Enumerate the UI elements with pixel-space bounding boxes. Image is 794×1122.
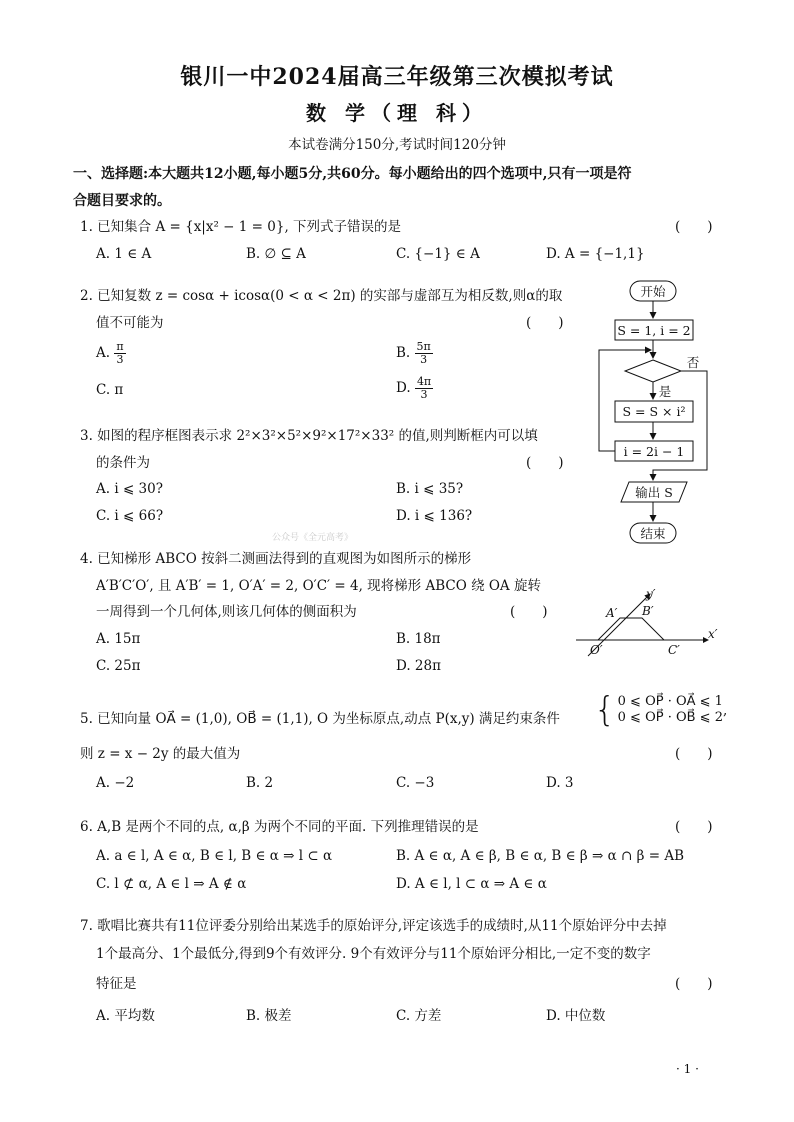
exam-info: 本试卷满分150分,考试时间120分钟 bbox=[288, 137, 506, 153]
flow-start-label: 开始 bbox=[640, 284, 666, 299]
flow-output-label: 输出 S bbox=[635, 485, 673, 500]
q2-option-b: B. $\frac{5\pi}{3}$ bbox=[396, 340, 431, 366]
q5-stem-line1: 5. 已知向量 OA⃗ = (1,0), OB⃗ = (1,1), O 为坐标原点,动点 P(x,y) 满足约束条件 bbox=[80, 711, 560, 727]
q5-option-a: A. −2 bbox=[96, 775, 135, 791]
q4-stem-line1: 4. 已知梯形 ABCO 按斜二测画法得到的直观图为如图所示的梯形 bbox=[80, 551, 472, 567]
q2-option-c: C. π bbox=[96, 382, 124, 398]
q7-stem-line2: 1个最高分、1个最低分,得到9个有效评分. 9个有效评分与11个原始评分相比,一定不变的数字 bbox=[96, 946, 651, 962]
q7-option-c: C. 方差 bbox=[396, 1008, 442, 1024]
q5-option-c: C. −3 bbox=[396, 775, 435, 791]
flow-body-label: S = S × i² bbox=[622, 404, 686, 419]
flow-no-label: 否 bbox=[686, 355, 700, 370]
q3-option-a: A. i ⩽ 30? bbox=[96, 481, 163, 497]
q7-answer-paren: ( ) bbox=[675, 976, 713, 992]
fig-point-o: O′ bbox=[590, 643, 603, 657]
flow-yes-label: 是 bbox=[658, 384, 672, 399]
subject-title: 数 学（理 科） bbox=[306, 101, 488, 125]
fig-point-c: C′ bbox=[668, 643, 680, 657]
flow-init-label: S = 1, i = 2 bbox=[617, 323, 691, 338]
q1-option-b: B. ∅ ⊆ A bbox=[246, 246, 306, 262]
q6-option-d: D. A ∈ l, l ⊂ α ⇒ A ∈ α bbox=[396, 876, 547, 892]
fig-x-axis-label: x′ bbox=[708, 627, 718, 641]
watermark: 公众号《全元高考》 bbox=[272, 533, 354, 543]
q4-stem-line2: A′B′C′O′, 且 A′B′ = 1, O′A′ = 2, O′C′ = 4, 现将梯形 ABCO 绕 OA 旋转 bbox=[96, 578, 541, 594]
exam-title: 银川一中2024届高三年级第三次模拟考试 bbox=[180, 64, 614, 90]
q5-stem-line2: 则 z = x − 2y 的最大值为 bbox=[80, 746, 241, 762]
q7-stem-line3: 特征是 bbox=[96, 976, 137, 992]
q5-option-b: B. 2 bbox=[246, 775, 274, 791]
q5-constraint-system: { 0 ⩽ OP⃗ · OA⃗ ⩽ 1 0 ⩽ OP⃗ · OB⃗ ⩽ 2 , bbox=[594, 690, 728, 730]
q4-answer-paren: ( ) bbox=[510, 604, 548, 620]
q4-stem-line3: 一周得到一个几何体,则该几何体的侧面积为 bbox=[96, 604, 357, 620]
q3-option-b: B. i ⩽ 35? bbox=[396, 481, 464, 497]
q1-option-a: A. 1 ∈ A bbox=[96, 246, 152, 262]
q2-stem-line2: 值不可能为 bbox=[96, 315, 164, 331]
fig-point-b: B′ bbox=[642, 604, 654, 618]
fig-y-axis-label: y′ bbox=[646, 587, 656, 601]
q3-stem-line2: 的条件为 bbox=[96, 455, 150, 471]
q4-option-a: A. 15π bbox=[96, 631, 141, 647]
q4-option-d: D. 28π bbox=[396, 658, 441, 674]
q2-option-a: A. $\frac{\pi}{3}$ bbox=[96, 340, 124, 366]
q2-answer-paren: ( ) bbox=[526, 315, 564, 331]
q7-stem-line1: 7. 歌唱比赛共有11位评委分别给出某选手的原始评分,评定该选手的成绩时,从11个原始评分中去掉 bbox=[80, 918, 667, 934]
q6-option-c: C. l ⊄ α, A ∈ l ⇒ A ∉ α bbox=[96, 876, 247, 892]
q5-option-d: D. 3 bbox=[546, 775, 574, 791]
section-heading-line1: 一、选择题:本大题共12小题,每小题5分,共60分。每小题给出的四个选项中,只有一项是符 bbox=[73, 166, 632, 182]
q5-answer-paren: ( ) bbox=[675, 746, 713, 762]
q6-stem: 6. A,B 是两个不同的点, α,β 为两个不同的平面. 下列推理错误的是 bbox=[80, 819, 479, 835]
q1-option-c: C. {−1} ∈ A bbox=[396, 246, 480, 262]
q4-option-c: C. 25π bbox=[96, 658, 141, 674]
q7-option-a: A. 平均数 bbox=[96, 1008, 155, 1024]
q1-stem: 1. 已知集合 A = {x|x² − 1 = 0}, 下列式子错误的是 bbox=[80, 219, 402, 235]
fig-point-a: A′ bbox=[606, 606, 618, 620]
flow-end-label: 结束 bbox=[640, 526, 666, 541]
q3-option-c: C. i ⩽ 66? bbox=[96, 508, 164, 524]
q3-answer-paren: ( ) bbox=[526, 455, 564, 471]
q2-stem-line1: 2. 已知复数 z = cosα + icosα(0 < α < 2π) 的实部与虚部互为相反数,则α的取 bbox=[80, 288, 563, 304]
q6-answer-paren: ( ) bbox=[675, 819, 713, 835]
q5-constraint-1: 0 ⩽ OP⃗ · OA⃗ ⩽ 1 bbox=[617, 694, 723, 709]
q3-stem-line1: 3. 如图的程序框图表示求 2²×3²×5²×9²×17²×33² 的值,则判断框内可以填 bbox=[80, 428, 538, 444]
flow-update-label: i = 2i − 1 bbox=[623, 444, 685, 459]
q1-answer-paren: ( ) bbox=[675, 219, 713, 235]
flowchart bbox=[585, 278, 720, 550]
q7-option-d: D. 中位数 bbox=[546, 1008, 606, 1024]
q3-option-d: D. i ⩽ 136? bbox=[396, 508, 473, 524]
trapezoid-figure bbox=[568, 584, 728, 662]
q1-option-d: D. A = {−1,1} bbox=[546, 246, 645, 262]
q6-option-b: B. A ∈ α, A ∈ β, B ∈ α, B ∈ β ⇒ α ∩ β = AB bbox=[396, 848, 685, 864]
q5-constraint-2: 0 ⩽ OP⃗ · OB⃗ ⩽ 2 bbox=[617, 710, 723, 725]
q4-option-b: B. 18π bbox=[396, 631, 441, 647]
section-heading-line2: 合题目要求的。 bbox=[73, 193, 171, 209]
q6-option-a: A. a ∈ l, A ∈ α, B ∈ l, B ∈ α ⇒ l ⊂ α bbox=[96, 848, 333, 864]
q2-option-d: D. $\frac{4\pi}{3}$ bbox=[396, 375, 432, 401]
brace-icon: { bbox=[594, 690, 616, 730]
q7-option-b: B. 极差 bbox=[246, 1008, 292, 1024]
flow-decision-diamond bbox=[625, 360, 681, 382]
page-number: · 1 · bbox=[676, 1062, 699, 1076]
